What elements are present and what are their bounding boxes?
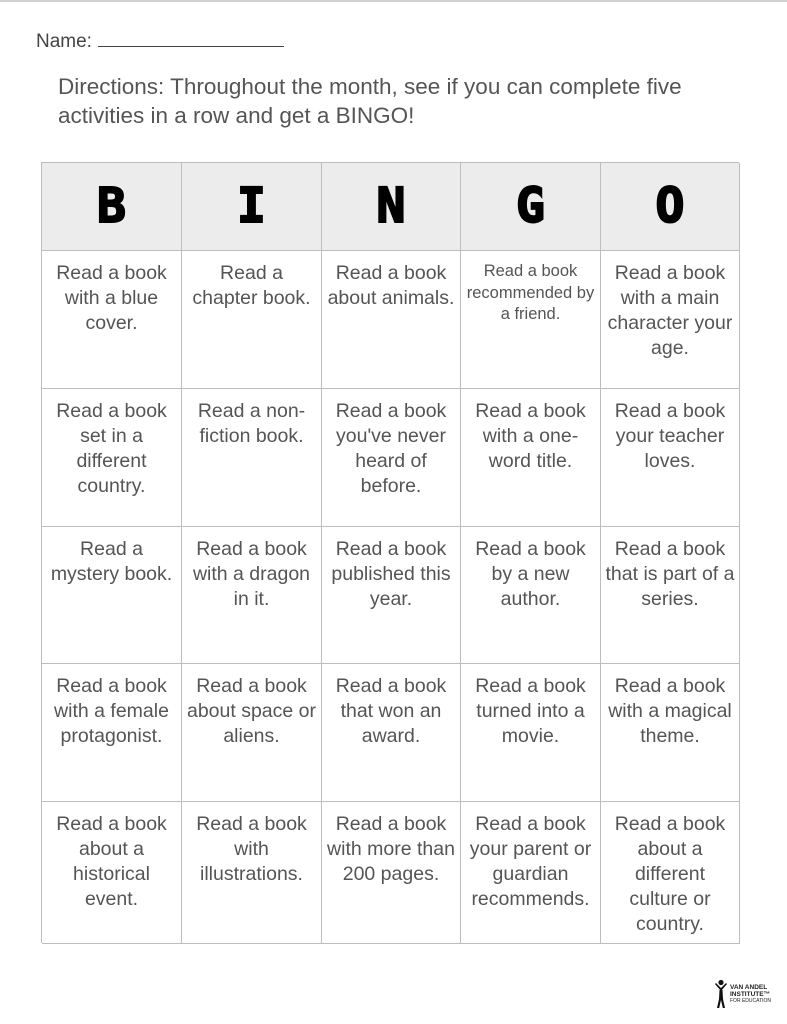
person-logo-icon <box>714 979 728 1009</box>
bingo-square[interactable]: Read a book about animals. <box>322 251 461 389</box>
bingo-square[interactable]: Read a book about space or aliens. <box>182 664 322 802</box>
bingo-square[interactable]: Read a book about a historical event. <box>42 802 182 944</box>
header-letter: G <box>516 178 545 234</box>
bingo-square[interactable]: Read a book with a one-word title. <box>461 389 601 527</box>
bingo-square[interactable]: Read a book with a main character your age. <box>601 251 740 389</box>
bingo-square[interactable]: Read a book with a dragon in it. <box>182 527 322 664</box>
bingo-square[interactable]: Read a book with more than 200 pages. <box>322 802 461 944</box>
van-andel-logo <box>714 978 778 1010</box>
bingo-square[interactable]: Read a book with a female protagonist. <box>42 664 182 802</box>
bingo-square[interactable]: Read a book about a different culture or country. <box>601 802 740 944</box>
header-cell-b <box>42 163 182 251</box>
bingo-square[interactable]: Read a book turned into a movie. <box>461 664 601 802</box>
header-letter: N <box>376 178 406 234</box>
bingo-square[interactable]: Read a book with illustrations. <box>182 802 322 944</box>
bingo-square[interactable]: Read a book with a magical theme. <box>601 664 740 802</box>
name-label: Name: <box>36 31 92 52</box>
header-cell-g <box>461 163 601 251</box>
bingo-square[interactable]: Read a book you've never heard of before. <box>322 389 461 527</box>
bingo-square[interactable]: Read a book set in a different country. <box>42 389 182 527</box>
header-cell-n <box>322 163 461 251</box>
bingo-card <box>41 162 739 943</box>
bingo-square[interactable]: Read a book your parent or guardian recommends. <box>461 802 601 944</box>
bingo-square[interactable]: Read a book by a new author. <box>461 527 601 664</box>
bingo-square[interactable]: Read a non-fiction book. <box>182 389 322 527</box>
logo-wordmark <box>730 984 771 1005</box>
logo-line-1: VAN ANDEL <box>730 983 768 991</box>
name-field[interactable] <box>36 28 284 53</box>
bingo-square[interactable]: Read a chapter book. <box>182 251 322 389</box>
bingo-square[interactable]: Read a book that is part of a series. <box>601 527 740 664</box>
header-letter: O <box>655 178 685 234</box>
logo-line-3: FOR EDUCATION <box>730 997 772 1004</box>
top-rule <box>0 0 787 2</box>
directions-text: Directions: Throughout the month, see if you can complete five activities in a row and get a BINGO! <box>58 74 682 128</box>
header-letter: B <box>97 178 126 234</box>
bingo-square[interactable]: Read a book that won an award. <box>322 664 461 802</box>
bingo-square[interactable]: Read a book recommended by a friend. <box>461 251 601 389</box>
logo-line-2: INSTITUTE™ <box>730 990 771 998</box>
bingo-square[interactable]: Read a book published this year. <box>322 527 461 664</box>
header-cell-i <box>182 163 322 251</box>
bingo-square[interactable]: Read a mystery book. <box>42 527 182 664</box>
header-cell-o <box>601 163 740 251</box>
bingo-square[interactable]: Read a book your teacher loves. <box>601 389 740 527</box>
bingo-square[interactable]: Read a book with a blue cover. <box>42 251 182 389</box>
header-letter: I <box>237 178 266 234</box>
name-blank-line[interactable] <box>98 28 284 47</box>
